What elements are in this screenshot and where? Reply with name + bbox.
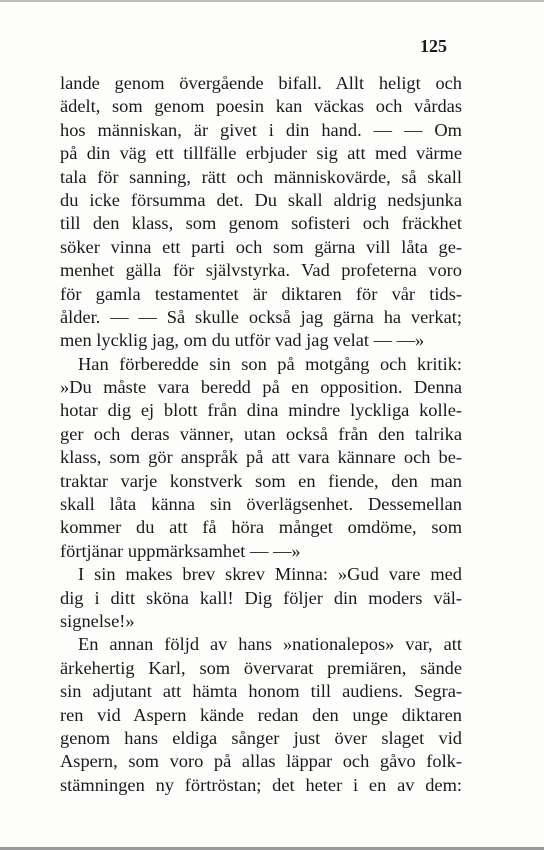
top-edge-rule bbox=[0, 0, 544, 2]
text-line: ger och deras vänner, utan också från den talrika bbox=[60, 423, 462, 444]
text-line: ärkehertig Karl, som övervarat premiären, sände bbox=[60, 657, 462, 678]
text-line: lande genom övergående bifall. Allt heligt och bbox=[60, 73, 462, 93]
text-line: förtjänar uppmärksamhet — —» bbox=[60, 540, 301, 561]
text-line: genom hans eldiga sånger just över slaget vid bbox=[60, 727, 462, 748]
text-line: menhet gälla för självstyrka. Vad profeterna voro bbox=[60, 260, 462, 281]
text-line: Aspern, som voro på allas läppar och gåvo folk- bbox=[60, 751, 462, 772]
text-line: »Du måste vara beredd på en opposition. Denna bbox=[60, 377, 462, 398]
text-line: traktar varje konstverk som en fiende, den man bbox=[60, 470, 462, 491]
page-number: 125 bbox=[420, 36, 447, 56]
text-line: hotar dig ej blott från dina mindre lyckliga kolle- bbox=[60, 400, 462, 421]
text-line: I sin makes brev skrev Minna: »Gud vare med bbox=[78, 564, 462, 585]
text-line: signelse!» bbox=[60, 610, 135, 631]
text-line: hos människan, är givet i din hand. — — Om bbox=[60, 119, 462, 140]
text-line: tala för sanning, rätt och människovärde, så skall bbox=[60, 166, 462, 187]
text-line: sin adjutant att hämta honom till audiens. Segra- bbox=[60, 681, 462, 702]
text-line: för gamla testamentet är diktaren för vår tids- bbox=[60, 283, 462, 304]
text-line: kommer du att få höra månget omdöme, som bbox=[60, 517, 462, 538]
text-line: du icke försumma det. Du skall aldrig nedsjunka bbox=[60, 189, 462, 210]
text-line: En annan följd av hans »nationalepos» var, att bbox=[78, 634, 462, 655]
text-line: på din väg ett tillfälle erbjuder sig att med värme bbox=[60, 143, 462, 164]
text-line: skall låta känna sin överlägsenhet. Dessemellan bbox=[60, 494, 462, 515]
body-text bbox=[60, 72, 462, 797]
text-line: klass, som gör anspråk på att vara kännare och be- bbox=[60, 447, 462, 468]
text-line: ålder. — — Så skulle också jag gärna ha verkat; bbox=[60, 306, 462, 327]
text-line: men lycklig jag, om du utför vad jag velat — —» bbox=[60, 330, 425, 351]
text-line: ädelt, som genom poesin kan väckas och vårdas bbox=[60, 96, 462, 117]
text-line: till den klass, som genom sofisteri och fräckhet bbox=[60, 213, 462, 234]
text-line: dig i ditt sköna kall! Dig följer din moders väl- bbox=[60, 587, 462, 608]
text-line: stämningen ny förtröstan; det heter i en av dem: bbox=[60, 774, 462, 795]
text-line: söker vinna ett parti och som gärna vill låta ge- bbox=[60, 236, 462, 257]
text-line: Han förberedde sin son på motgång och kritik: bbox=[78, 353, 462, 374]
text-line: ren vid Aspern kände redan den unge diktaren bbox=[60, 704, 462, 725]
